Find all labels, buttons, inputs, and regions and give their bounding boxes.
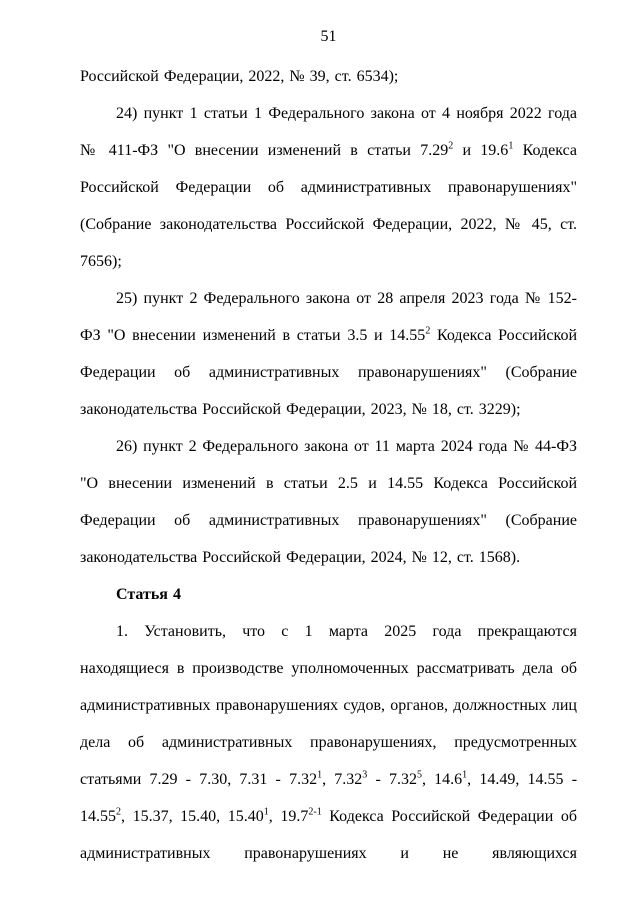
superscript: 2 <box>425 325 431 337</box>
text-run: , 7.32 <box>322 771 363 788</box>
superscript: 2 <box>116 806 121 818</box>
text-run: , 15.37, 15.40, 15.40 <box>121 808 264 825</box>
text-run: , 14.6 <box>421 771 463 788</box>
text-run: - 7.32 <box>367 771 417 788</box>
superscript: 1 <box>263 806 269 818</box>
text-run: 26) пункт 2 Федерального закона от 11 марта 2024 года № 44-ФЗ "О внесении изменений в статьи 2.5 и 14.55 Кодекса Российской Федерации об административных правонарушениях" (Собрание законодательства Российской Федерации, 2024, № 12, ст. 1568). <box>80 438 577 566</box>
heading-article-4 <box>80 576 577 613</box>
text-run: 24) пункт 1 статьи 1 Федерального закона от 4 ноября 2022 года № 411-ФЗ "О внесении изменений в статьи 7.29 <box>80 105 577 159</box>
superscript: 2-1 <box>308 806 322 818</box>
page-number: 51 <box>320 28 337 45</box>
text-run: и 19.6 <box>453 142 509 159</box>
text-run: Российской Федерации, 2022, № 39, ст. 6534); <box>80 68 399 85</box>
text-run: Кодекса Российской Федерации об административных правонарушениях" (Собрание законодательства Российской Федерации, 2023, № 18, ст. 3229); <box>80 327 578 418</box>
text-run: , 19.7 <box>268 808 309 825</box>
text-run: 1. Установить, что с 1 марта 2025 года прекращаются находящиеся в производстве уполномоченных рассматривать дела об административных правонарушениях судов, органов, должностных лиц дела об административных правонарушениях, предусмотренных статьями 7.29 - 7.30, 7.31 - 7.32 <box>80 623 577 788</box>
para-item-25 <box>80 280 577 428</box>
text-run: Статья 4 <box>116 586 181 603</box>
superscript: 1 <box>317 769 323 781</box>
text-run: , 14.49, 14.55 - 14.55 <box>80 771 578 825</box>
text-run: Кодекса Российской Федерации об административных правонарушениях и не являющихся <box>80 808 578 862</box>
superscript: 3 <box>362 769 368 781</box>
para-item-24 <box>80 95 577 280</box>
para-article-4-point-1 <box>80 613 577 872</box>
superscript: 1 <box>462 769 468 781</box>
text-run: 25) пункт 2 Федерального закона от 28 апреля 2023 года № 152-ФЗ "О внесении изменений в статьи 3.5 и 14.55 <box>80 290 577 344</box>
para-continuation <box>80 58 577 95</box>
superscript: 2 <box>448 140 454 152</box>
superscript: 5 <box>416 769 422 781</box>
document-body <box>80 58 577 872</box>
para-item-26 <box>80 428 577 576</box>
text-run: Кодекса Российской Федерации об административных правонарушениях" (Собрание законодательства Российской Федерации, 2022, № 45, ст. 7656); <box>80 142 578 270</box>
superscript: 1 <box>508 140 514 152</box>
